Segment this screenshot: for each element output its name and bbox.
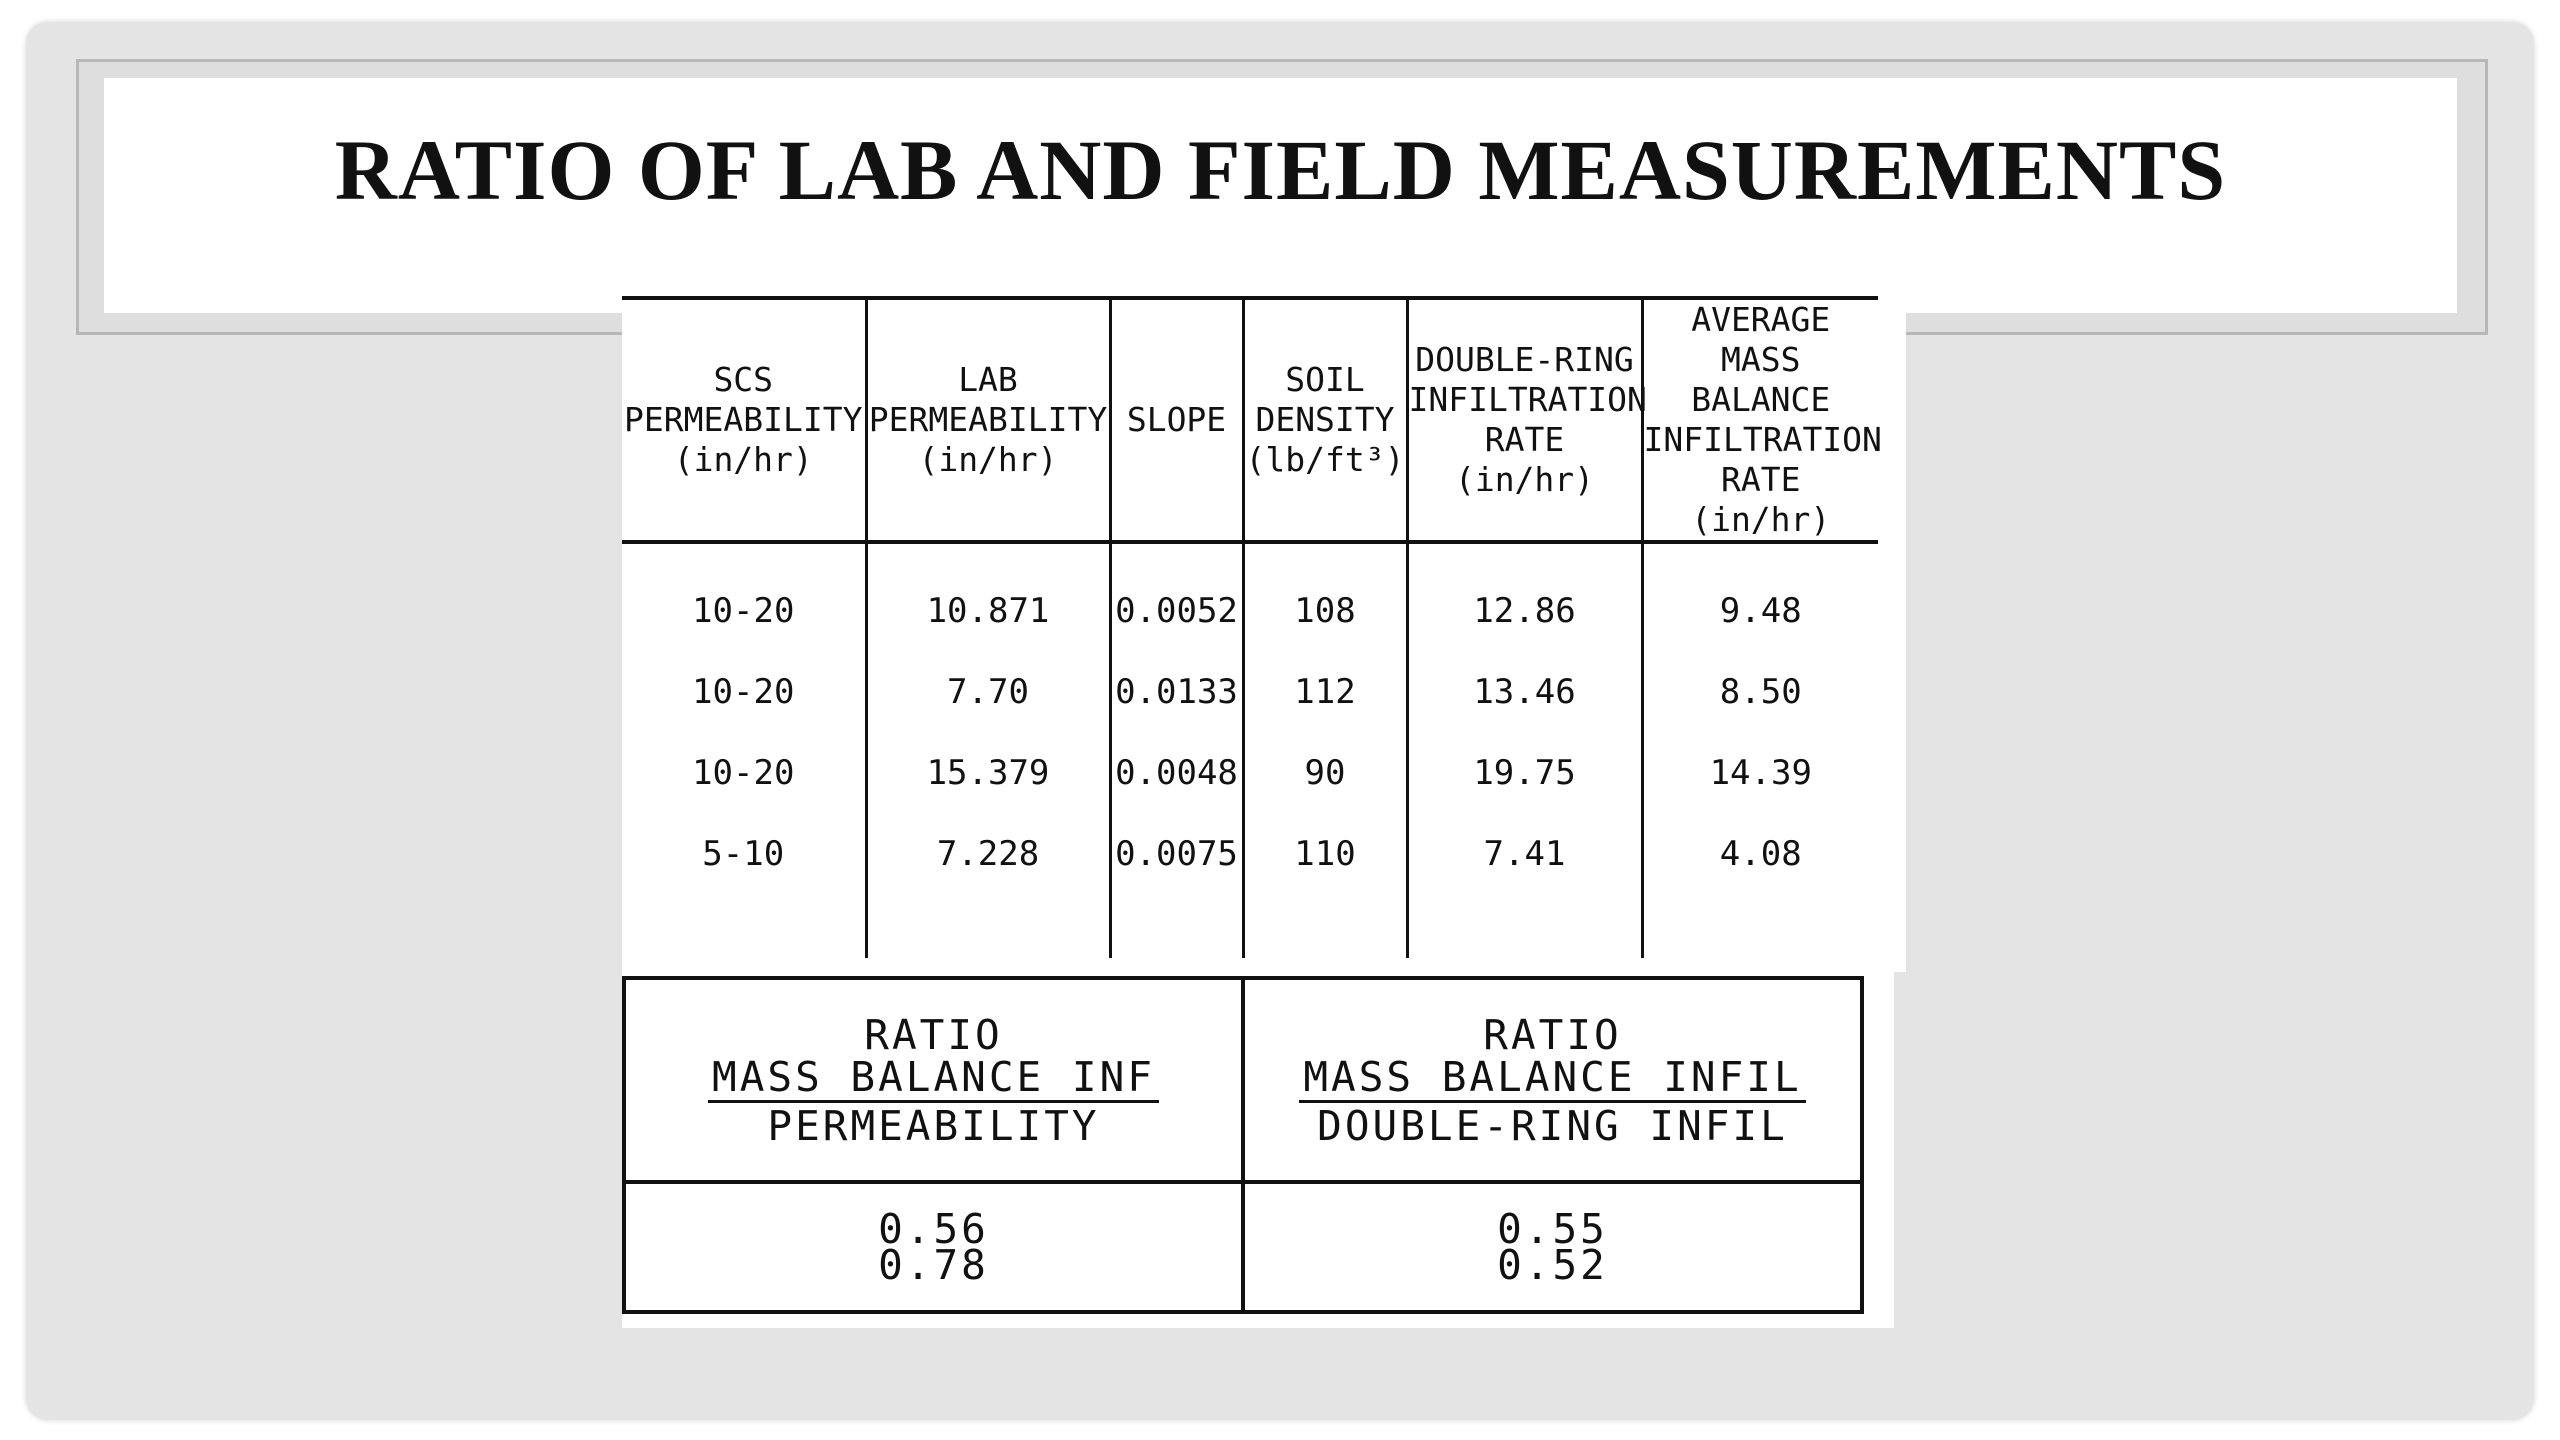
cell-lab-permeability: 7.70: [866, 651, 1110, 732]
table-spacer-row: [622, 894, 1878, 958]
cell-mass-balance-rate: 8.50: [1719, 671, 1802, 712]
cell-scs-permeability: 5-10: [622, 813, 866, 894]
cell-slope: 0.0052: [1110, 542, 1243, 651]
cell-lab-permeability: 7.228: [866, 813, 1110, 894]
table-row: [622, 813, 1878, 894]
cell-slope: 0.0048: [1110, 732, 1243, 813]
measurements-table: [622, 296, 1882, 958]
cell-double-ring-rate: 7.41: [1407, 813, 1642, 894]
cell-soil-density: 108: [1243, 542, 1407, 651]
slide-title: RATIO OF LAB AND FIELD MEASUREMENTS: [334, 122, 2227, 218]
header-mass-balance-infiltration: AVERAGE MASS BALANCE INFILTRATION RATE (in/hr): [1642, 298, 1878, 542]
cell-lab-permeability: 10.871: [866, 542, 1110, 651]
ratio-values-row: [624, 1182, 1862, 1312]
cell-soil-density: 90: [1243, 732, 1407, 813]
cell-lab-permeability: 15.379: [866, 732, 1110, 813]
header-double-ring-infiltration: DOUBLE-RING INFILTRATION RATE (in/hr): [1407, 298, 1642, 542]
cell-scs-permeability: 10-20: [622, 542, 866, 651]
cell-scs-permeability: 10-20: [622, 651, 866, 732]
ratio-right-numerator: MASS BALANCE INFIL: [1299, 1056, 1805, 1103]
header-slope: SLOPE: [1110, 298, 1243, 542]
ratio-right-denominator: DOUBLE-RING INFIL: [1317, 1101, 1788, 1150]
cell-mass-balance-rate: 14.39: [1709, 752, 1812, 793]
table-row: [622, 732, 1878, 813]
ratio-table: [622, 976, 1864, 1314]
table-row: [622, 651, 1878, 732]
ratio-right-values: 0.55 0.52: [1243, 1182, 1862, 1312]
cell-double-ring-rate: 13.46: [1407, 651, 1642, 732]
header-soil-density: SOIL DENSITY (lb/ft³): [1243, 298, 1407, 542]
header-scs-permeability: SCS PERMEABILITY (in/hr): [622, 298, 866, 542]
table-row: [622, 542, 1878, 651]
cell-double-ring-rate: 12.86: [1407, 542, 1642, 651]
cell-mass-balance-rate: 9.48: [1719, 590, 1802, 631]
cell-double-ring-rate: 19.75: [1407, 732, 1642, 813]
cell-scs-permeability: 10-20: [622, 732, 866, 813]
header-lab-permeability: LAB PERMEABILITY (in/hr): [866, 298, 1110, 542]
cell-mass-balance-rate: 4.08: [1719, 833, 1802, 874]
ratio-right-header: RATIO MASS BALANCE INFIL DOUBLE-RING INFIL: [1243, 978, 1862, 1182]
ratio-left-numerator: MASS BALANCE INF: [708, 1056, 1159, 1103]
ratio-left-denominator: PERMEABILITY: [767, 1101, 1100, 1150]
cell-slope: 0.0075: [1110, 813, 1243, 894]
cell-slope: 0.0133: [1110, 651, 1243, 732]
ratio-header-row: [624, 978, 1862, 1182]
ratio-left-header: RATIO MASS BALANCE INF PERMEABILITY: [624, 978, 1243, 1182]
ratio-left-values: 0.56 0.78: [624, 1182, 1243, 1312]
cell-soil-density: 112: [1243, 651, 1407, 732]
table-header-row: [622, 298, 1878, 542]
cell-soil-density: 110: [1243, 813, 1407, 894]
